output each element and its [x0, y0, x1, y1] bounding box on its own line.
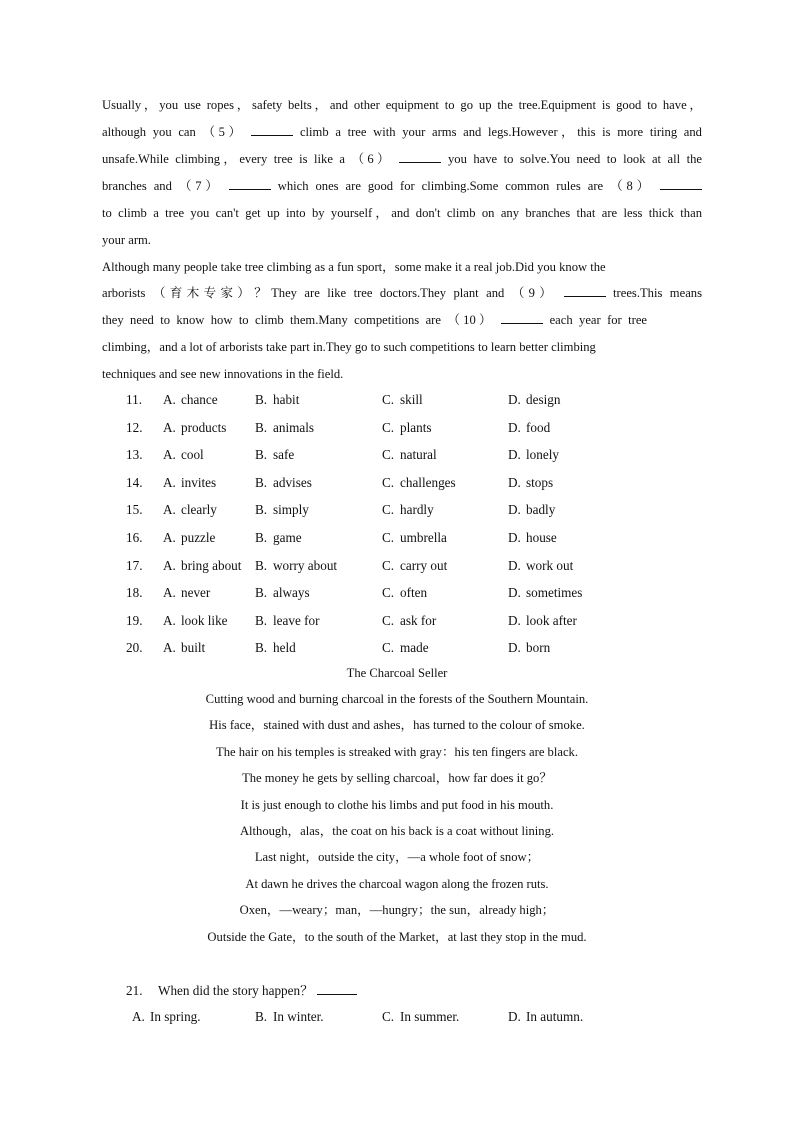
option-text: work out	[526, 557, 574, 573]
option-text: animals	[273, 419, 315, 435]
question-row	[132, 1004, 612, 1030]
option-letter: D.	[508, 392, 521, 407]
option-a[interactable]	[163, 469, 216, 497]
option-letter: B.	[255, 612, 268, 628]
option-letter: C.	[382, 640, 395, 656]
option-b[interactable]	[255, 524, 302, 552]
option-a[interactable]	[163, 524, 215, 552]
option-text: stops	[526, 474, 554, 490]
option-text: leave for	[273, 612, 320, 628]
option-text: house	[526, 529, 557, 545]
option-text: habit	[273, 392, 300, 407]
poem-line: His face，stained with dust and ashes，has turned to the colour of smoke.	[209, 718, 585, 733]
question-number: 16.	[126, 529, 143, 545]
question-number: 19.	[126, 612, 143, 628]
option-a[interactable]	[163, 634, 205, 662]
option-letter: D.	[508, 640, 521, 656]
option-letter: C.	[382, 447, 395, 463]
passage-text: they need to know how to climb them.Many competitions are （10）	[102, 313, 495, 327]
passage-line	[102, 200, 702, 227]
answer-blank-21[interactable]	[317, 982, 357, 995]
option-text: often	[400, 585, 428, 601]
question-number: 15.	[126, 502, 143, 518]
option-text: In spring.	[150, 1009, 201, 1024]
passage-line	[102, 92, 702, 119]
option-a[interactable]	[163, 552, 241, 580]
option-text: worry about	[273, 557, 338, 573]
question-number: 21.	[126, 983, 143, 998]
option-text: built	[181, 640, 206, 656]
option-a[interactable]	[163, 441, 204, 469]
option-letter: B.	[255, 447, 268, 463]
passage-line	[102, 254, 702, 280]
option-text: ask for	[400, 612, 437, 628]
passage-text: trees.This means	[613, 286, 702, 300]
option-b[interactable]	[255, 579, 310, 607]
option-letter: A.	[163, 529, 176, 545]
option-c[interactable]	[382, 1004, 459, 1030]
option-d[interactable]	[508, 607, 577, 635]
passage-line	[102, 146, 702, 173]
option-letter: A.	[163, 612, 176, 628]
option-letter: A.	[163, 392, 176, 407]
option-text: hardly	[400, 502, 434, 518]
option-text: always	[273, 585, 310, 601]
option-text: In summer.	[400, 1009, 460, 1024]
question-number: 17.	[126, 557, 143, 573]
passage-text: unsafe.While climbing，every tree is like a （6）	[102, 152, 393, 166]
poem-line: Last night，outside the city，—a whole foot of snow；	[254, 850, 540, 865]
option-b[interactable]	[255, 552, 337, 580]
option-letter: A.	[163, 419, 176, 435]
option-letter: D.	[508, 447, 521, 463]
option-b[interactable]	[255, 386, 299, 414]
option-text: food	[526, 419, 551, 435]
option-text: design	[526, 392, 561, 407]
passage-line	[102, 173, 702, 200]
poem-line: The hair on his temples is streaked with gray：his ten fingers are black.	[216, 744, 578, 759]
option-c[interactable]	[382, 634, 429, 662]
option-letter: B.	[255, 529, 268, 545]
option-b[interactable]	[255, 634, 296, 662]
option-d[interactable]	[508, 469, 553, 497]
option-d[interactable]	[508, 414, 550, 442]
option-a[interactable]	[163, 607, 228, 635]
option-c[interactable]	[382, 579, 427, 607]
option-letter: D.	[508, 419, 521, 435]
question-number: 14.	[126, 474, 143, 490]
poem-line: Oxen，—weary；man，—hungry；the sun，already high；	[239, 903, 555, 918]
question-21-options	[132, 1004, 612, 1030]
option-letter: A.	[163, 502, 176, 518]
option-text: clearly	[181, 502, 217, 518]
option-text: carry out	[400, 557, 448, 573]
option-d[interactable]	[508, 634, 550, 662]
passage-line	[102, 119, 702, 146]
option-letter: A.	[163, 474, 176, 490]
passage-text: each year for tree	[549, 313, 648, 327]
passage-text: branches and （7）	[102, 179, 222, 193]
option-d[interactable]	[508, 496, 555, 524]
passage-text: climb a tree with your arms and legs.However，this is more tiring and	[299, 125, 702, 139]
option-a[interactable]	[163, 496, 217, 524]
option-letter: B.	[255, 392, 268, 407]
passage-text: although you can （5）	[102, 125, 245, 139]
option-a[interactable]	[132, 1004, 201, 1030]
option-d[interactable]	[508, 579, 582, 607]
option-text: born	[526, 640, 551, 656]
option-letter: C.	[382, 502, 395, 518]
poem-line: The money he gets by selling charcoal，how far does it go？	[242, 771, 552, 786]
option-letter: D.	[508, 502, 521, 518]
option-letter: A.	[163, 640, 176, 656]
option-letter: B.	[255, 502, 268, 518]
option-text: products	[181, 419, 227, 435]
passage-text: your arm.	[102, 233, 151, 247]
poem-title: The Charcoal Seller	[346, 666, 448, 680]
option-letter: B.	[255, 474, 268, 490]
option-text: held	[273, 640, 296, 656]
poem-section	[0, 661, 794, 950]
option-letter: B.	[255, 585, 268, 601]
option-text: bring about	[181, 557, 242, 573]
answer-blank-8[interactable]	[660, 177, 702, 190]
option-text: lonely	[526, 447, 559, 463]
option-letter: C.	[382, 585, 395, 601]
option-c[interactable]	[382, 524, 447, 552]
passage-line	[102, 334, 702, 361]
option-d[interactable]	[508, 1004, 583, 1030]
option-text: chance	[181, 392, 218, 407]
option-letter: C.	[382, 474, 395, 490]
option-letter: C.	[382, 1009, 395, 1024]
option-letter: A.	[163, 557, 176, 573]
option-letter: A.	[163, 585, 176, 601]
option-c[interactable]	[382, 552, 447, 580]
passage-text: which ones are good for climbing.Some common rules are （8）	[277, 179, 654, 193]
passage-line	[102, 307, 647, 334]
option-a[interactable]	[163, 579, 210, 607]
option-d[interactable]	[508, 441, 559, 469]
option-c[interactable]	[382, 607, 436, 635]
option-text: In winter.	[273, 1009, 324, 1024]
poem-line: Outside the Gate，to the south of the Market，at last they stop in the mud.	[207, 929, 587, 944]
option-b[interactable]	[255, 496, 309, 524]
option-text: game	[273, 529, 302, 545]
passage-text: Usually，you use ropes，safety belts，and other equipment to go up the tree.Equipment is good to have，	[102, 98, 702, 112]
option-text: challenges	[400, 474, 456, 490]
passage-text: Although many people take tree climbing as a fun sport，some make it a real job.Did you know the	[102, 260, 606, 274]
question-stem	[126, 978, 357, 1004]
question-21	[126, 978, 357, 1004]
passage-text: arborists （育木专家）？They are like tree doctors.They plant and （9）	[102, 286, 557, 300]
option-letter: B.	[255, 419, 268, 435]
option-text: safe	[273, 447, 295, 463]
option-letter: D.	[508, 612, 521, 628]
question-number: 20.	[126, 640, 143, 656]
answer-blank-7[interactable]	[229, 177, 271, 190]
option-d[interactable]	[508, 524, 557, 552]
option-text: never	[181, 585, 211, 601]
poem-line: Cutting wood and burning charcoal in the forests of the Southern Mountain.	[205, 692, 589, 706]
option-d[interactable]	[508, 552, 573, 580]
option-letter: D.	[508, 529, 521, 545]
option-text: In autumn.	[526, 1009, 584, 1024]
option-letter: C.	[382, 612, 395, 628]
option-text: invites	[181, 474, 217, 490]
option-c[interactable]	[382, 496, 434, 524]
option-letter: C.	[382, 392, 395, 407]
option-text: look after	[526, 612, 577, 628]
poem-line: It is just enough to clothe his limbs and put food in his mouth.	[240, 797, 554, 812]
option-a[interactable]	[163, 414, 226, 442]
option-letter: D.	[508, 557, 521, 573]
passage-line	[102, 361, 702, 388]
option-b[interactable]	[255, 414, 314, 442]
option-letter: C.	[382, 419, 395, 435]
option-text: advises	[273, 474, 312, 490]
option-text: made	[400, 640, 429, 656]
option-text: cool	[181, 447, 204, 463]
question-text: When did the story happen？	[158, 983, 314, 998]
option-b[interactable]	[255, 1004, 324, 1030]
option-letter: B.	[255, 557, 268, 573]
answer-blank-6[interactable]	[399, 150, 441, 163]
passage-line	[102, 227, 702, 254]
answer-blank-10[interactable]	[501, 311, 543, 324]
question-number: 11.	[126, 392, 142, 407]
option-letter: D.	[508, 1009, 521, 1024]
option-a[interactable]	[163, 386, 218, 414]
option-letter: D.	[508, 585, 521, 601]
option-letter: A.	[132, 1009, 145, 1024]
option-text: skill	[400, 392, 423, 407]
option-b[interactable]	[255, 607, 320, 635]
option-c[interactable]	[382, 469, 456, 497]
answer-blank-5[interactable]	[251, 123, 293, 136]
poem-line: Although，alas，the coat on his back is a coat without lining.	[239, 823, 555, 838]
option-c[interactable]	[382, 386, 423, 414]
passage-text: techniques and see new innovations in the field.	[102, 367, 344, 381]
option-text: simply	[273, 502, 309, 518]
option-letter: C.	[382, 529, 395, 545]
passage-text: you have to solve.You need to look at all the	[447, 152, 703, 166]
option-text: badly	[526, 502, 556, 518]
question-number: 12.	[126, 419, 143, 435]
option-letter: D.	[508, 474, 521, 490]
option-text: natural	[400, 447, 437, 463]
passage-cloze	[102, 92, 702, 388]
option-c[interactable]	[382, 441, 437, 469]
passage-line	[102, 280, 702, 307]
option-letter: B.	[255, 640, 268, 656]
poem-line: At dawn he drives the charcoal wagon along the frozen ruts.	[245, 876, 549, 891]
question-number: 13.	[126, 447, 143, 463]
option-letter: A.	[163, 447, 176, 463]
option-text: look like	[181, 612, 228, 628]
option-text: sometimes	[526, 585, 583, 601]
option-text: puzzle	[181, 529, 216, 545]
option-b[interactable]	[255, 469, 312, 497]
option-text: umbrella	[400, 529, 447, 545]
answer-blank-9[interactable]	[564, 284, 606, 297]
option-c[interactable]	[382, 414, 432, 442]
passage-text: climbing，and a lot of arborists take part in.They go to such competitions to learn better climbing	[102, 340, 596, 354]
option-d[interactable]	[508, 386, 560, 414]
passage-text: to climb a tree you can't get up into by yourself，and don't climb on any branches that are less thick than	[102, 206, 702, 220]
option-letter: C.	[382, 557, 395, 573]
question-number: 18.	[126, 585, 143, 601]
option-letter: B.	[255, 1009, 268, 1024]
option-text: plants	[400, 419, 432, 435]
option-b[interactable]	[255, 441, 294, 469]
